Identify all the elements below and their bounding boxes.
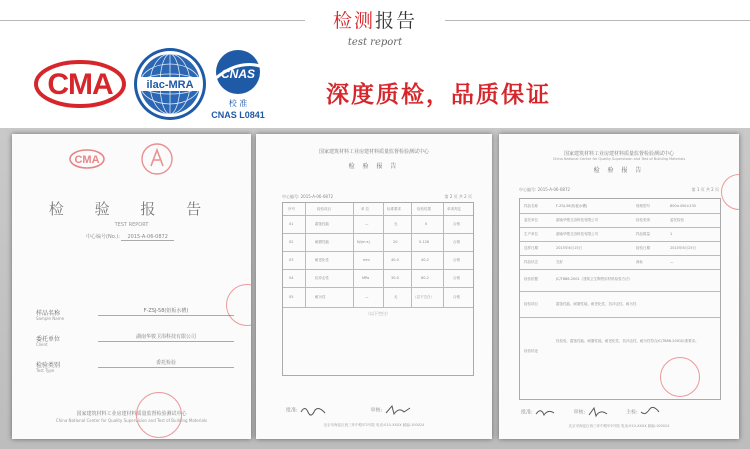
- summary-cell: 经检验，腐蚀性能、耐磨性能、耐老化性、抗冲击性、耐污性符合JC/T886-2001标准要求。: [556, 339, 699, 343]
- cover-row-value: F-ZSJ-58(铝板水槽): [98, 307, 234, 316]
- summary-sign-label: 批准:: [521, 409, 533, 416]
- results-col-header: 标准要求: [387, 207, 401, 211]
- cnas-logo-text: CNAS: [220, 67, 256, 81]
- summary-sign3-label: 主检:: [625, 409, 638, 416]
- summary-cell: 检验项目: [524, 302, 538, 306]
- summary-cell: 样品状态: [524, 260, 538, 264]
- cover-subtitle: TEST REPORT: [114, 222, 149, 228]
- cnas-logo: [207, 48, 269, 122]
- results-table-rule: [283, 287, 473, 288]
- results-cell: 20: [393, 240, 398, 244]
- cover-row-label: 检验类别: [36, 362, 61, 369]
- results-number-value: 2015-A-06-0872: [300, 194, 334, 199]
- cover-number-value: 2015-A-06-0872: [121, 234, 173, 241]
- summary-table-rule: [520, 213, 720, 214]
- summary-cell: 腐蚀性能、耐磨性能、耐老化性、抗冲击性、耐污性: [556, 302, 637, 306]
- summary-table-rule: [520, 291, 720, 292]
- summary-cell: 检验结论: [524, 349, 538, 353]
- results-table-rule: [283, 233, 473, 234]
- summary-cell: 样品数量: [636, 232, 650, 236]
- results-cell: 合格: [453, 276, 460, 280]
- summary-table-rule: [520, 317, 720, 318]
- cover-cma-mark: [68, 147, 106, 171]
- cover-footer-en: China National Center for Quality Supervision and Test of Building Materials: [55, 418, 208, 423]
- summary-page-count: 第 1 页 共 2 页: [691, 187, 719, 192]
- results-table-rule: [283, 307, 473, 308]
- results-col-header: 检验结果: [417, 207, 431, 211]
- cover-row-sample: [36, 304, 236, 326]
- results-number-label: 中心编号:: [282, 194, 300, 199]
- summary-cell: JC/T886-2001《建筑卫生陶瓷用材料检验方法》: [556, 277, 633, 281]
- results-cell: 40.2: [421, 258, 429, 262]
- summary-cell: 完好: [556, 260, 563, 264]
- svg-text:CMA: CMA: [74, 154, 100, 166]
- summary-cell: F-ZSJ-58(铝板水槽): [556, 204, 588, 208]
- summary-table-rule: [520, 269, 720, 270]
- signature-mark: [639, 406, 661, 418]
- summary-cell: 检验日期: [636, 246, 650, 250]
- results-page-count: 第 2 页 共 2 页: [444, 194, 472, 199]
- summary-cell: 湖南华骏卫浴科技有限公司: [556, 218, 598, 222]
- results-cell: 无: [394, 222, 398, 226]
- summary-cell: 商标: [636, 260, 643, 264]
- results-col-header: 序号: [288, 207, 295, 211]
- summary-cell: 1: [670, 232, 673, 236]
- results-cell: （以下空白）: [413, 295, 434, 299]
- results-table-col-rule: [411, 203, 412, 307]
- results-cell: 耐磨性能: [315, 240, 329, 244]
- page-title-highlight: 检测: [332, 10, 375, 32]
- summary-page-meta: [519, 187, 719, 193]
- summary-page-header: 国家建筑材料工业房建材料质量监督检验测试中心: [563, 151, 674, 157]
- cma-logo: [33, 58, 127, 110]
- results-cell: 合格: [453, 240, 460, 244]
- cover-footer: 国家建筑材料工业房建材料质量监督检验测试中心: [76, 411, 187, 417]
- results-cell: 04: [289, 276, 294, 280]
- summary-cell: 检验依据: [524, 277, 538, 281]
- summary-table-rule: [520, 241, 720, 242]
- results-col-header: 单 位: [361, 207, 370, 211]
- results-page-title: 检 验 报 告: [348, 163, 400, 170]
- results-cell: 01: [289, 222, 294, 226]
- results-table-rule: [283, 269, 473, 270]
- signature-mark: [534, 406, 556, 418]
- summary-cell: 2015年6月25日: [670, 246, 697, 250]
- ilac-mra-logo: [132, 46, 208, 122]
- summary-number-label: 中心编号:: [519, 187, 537, 192]
- summary-page-header-en: China National Center for Quality Supervision and Test of Building Materials: [552, 157, 686, 161]
- results-table-col-rule: [305, 203, 306, 307]
- results-cell: 耐污性: [315, 295, 326, 299]
- results-sign2-label: 审核:: [370, 407, 383, 414]
- cover-row-value: 委托检验: [98, 359, 234, 368]
- report-cover: [12, 134, 251, 439]
- summary-cell: 送样日期: [524, 246, 538, 250]
- results-cell: 腐蚀性能: [315, 222, 329, 226]
- cover-row-client: [36, 330, 236, 352]
- cover-number-label: 中心编号(No.):: [86, 234, 120, 240]
- results-cell: 合格: [453, 295, 460, 299]
- summary-footer: 北京市海淀区西三环中路甲2号院 电话:010-XXXX 邮编:100024: [568, 424, 670, 428]
- summary-number-value: 2015-A-06-0872: [537, 187, 571, 192]
- cover-row-value: 湖南华骏卫浴科技有限公司: [98, 333, 234, 342]
- cnas-caption: 校 准: [228, 99, 248, 108]
- summary-cell: 湖南华骏卫浴科技有限公司: [556, 232, 598, 236]
- results-cell: —: [365, 295, 369, 299]
- results-cell: 02: [289, 240, 294, 244]
- results-col-header: 单项判定: [447, 207, 461, 211]
- results-cell: mm: [363, 258, 370, 262]
- ilac-mra-logo-text: ilac-MRA: [146, 79, 194, 91]
- cover-number: [86, 233, 174, 241]
- results-cell: N/(m·s): [357, 240, 370, 244]
- summary-page-title: 检 验 报 告: [593, 167, 645, 174]
- slogan: 深度质检，品质保证: [326, 82, 551, 108]
- summary-table: [519, 198, 721, 400]
- cover-row-label: 样品名称: [36, 310, 61, 317]
- report-summary-page: [499, 134, 739, 439]
- cover-row-label: 委托单位: [36, 336, 61, 343]
- report-results-page: [256, 134, 492, 439]
- summary-cell: —: [670, 260, 674, 264]
- summary-cell: 样品名称: [524, 204, 538, 208]
- summary-seal: [660, 357, 700, 397]
- summary-table-rule: [520, 255, 720, 256]
- cover-row-type: [36, 356, 236, 378]
- logo-row: [0, 44, 750, 126]
- page-title-rest: 报告: [375, 10, 418, 32]
- results-sign-label: 批准:: [286, 407, 298, 414]
- cover-title: 检 验 报 告: [48, 200, 215, 218]
- results-table: [282, 202, 474, 376]
- summary-signatures: [521, 406, 721, 418]
- results-cell: 无: [394, 295, 398, 299]
- results-cell: 03: [289, 258, 294, 262]
- signature-mark: [299, 404, 327, 416]
- summary-sign2-label: 审核:: [573, 409, 586, 416]
- results-cell: 0.126: [419, 240, 430, 244]
- summary-cell: 800×450×230: [670, 204, 696, 208]
- summary-cell: 规格型号: [636, 204, 650, 208]
- results-footer: 北京市海淀区西三环中路甲2号院 电话:010-XXXX 邮编:100024: [323, 423, 425, 427]
- summary-cell: 委托检验: [670, 218, 684, 222]
- results-table-rule: [283, 251, 473, 252]
- results-table-col-rule: [353, 203, 354, 307]
- cma-logo-text: CMA: [47, 68, 113, 101]
- results-page-header: 国家建筑材料工业房建材料质量监督检验测试中心: [318, 149, 429, 155]
- results-cell: 耐老化性: [315, 258, 329, 262]
- results-cell: 30.0: [391, 276, 399, 280]
- results-table-col-rule: [443, 203, 444, 307]
- cover-row-en: Test Type: [36, 368, 55, 373]
- results-page-meta: [282, 194, 472, 200]
- results-cell: 05: [289, 295, 294, 299]
- signature-mark: [384, 404, 412, 416]
- cnas-code: CNAS L0841: [211, 110, 265, 120]
- summary-cell: 2015年6月15日: [556, 246, 583, 250]
- summary-cell: 委托单位: [524, 218, 538, 222]
- results-cell: 0: [425, 222, 428, 226]
- cover-cal-mark: [140, 142, 174, 176]
- results-cell: 60.2: [421, 276, 429, 280]
- results-col-header: 检验项目: [317, 207, 331, 211]
- page-title: [0, 6, 750, 33]
- signature-mark: [587, 406, 609, 418]
- results-table-rule: [283, 215, 473, 216]
- results-table-note: （以下空白）: [366, 311, 390, 316]
- results-cell: 抗冲击性: [315, 276, 329, 280]
- results-cell: 40.0: [391, 258, 399, 262]
- page-subtitle: test report: [347, 37, 403, 48]
- summary-cell: 生产单位: [524, 232, 538, 236]
- summary-edge-seal: [721, 174, 739, 210]
- summary-cell: 检验类别: [636, 218, 650, 222]
- results-cell: —: [365, 222, 369, 226]
- summary-table-rule: [520, 227, 720, 228]
- results-signatures: [286, 404, 476, 416]
- results-cell: 合格: [453, 222, 460, 226]
- results-cell: 合格: [453, 258, 460, 262]
- results-cell: MPa: [362, 276, 370, 280]
- results-table-col-rule: [383, 203, 384, 307]
- cover-row-en: Sample Name: [36, 316, 65, 321]
- cover-row-en: Client: [36, 342, 48, 347]
